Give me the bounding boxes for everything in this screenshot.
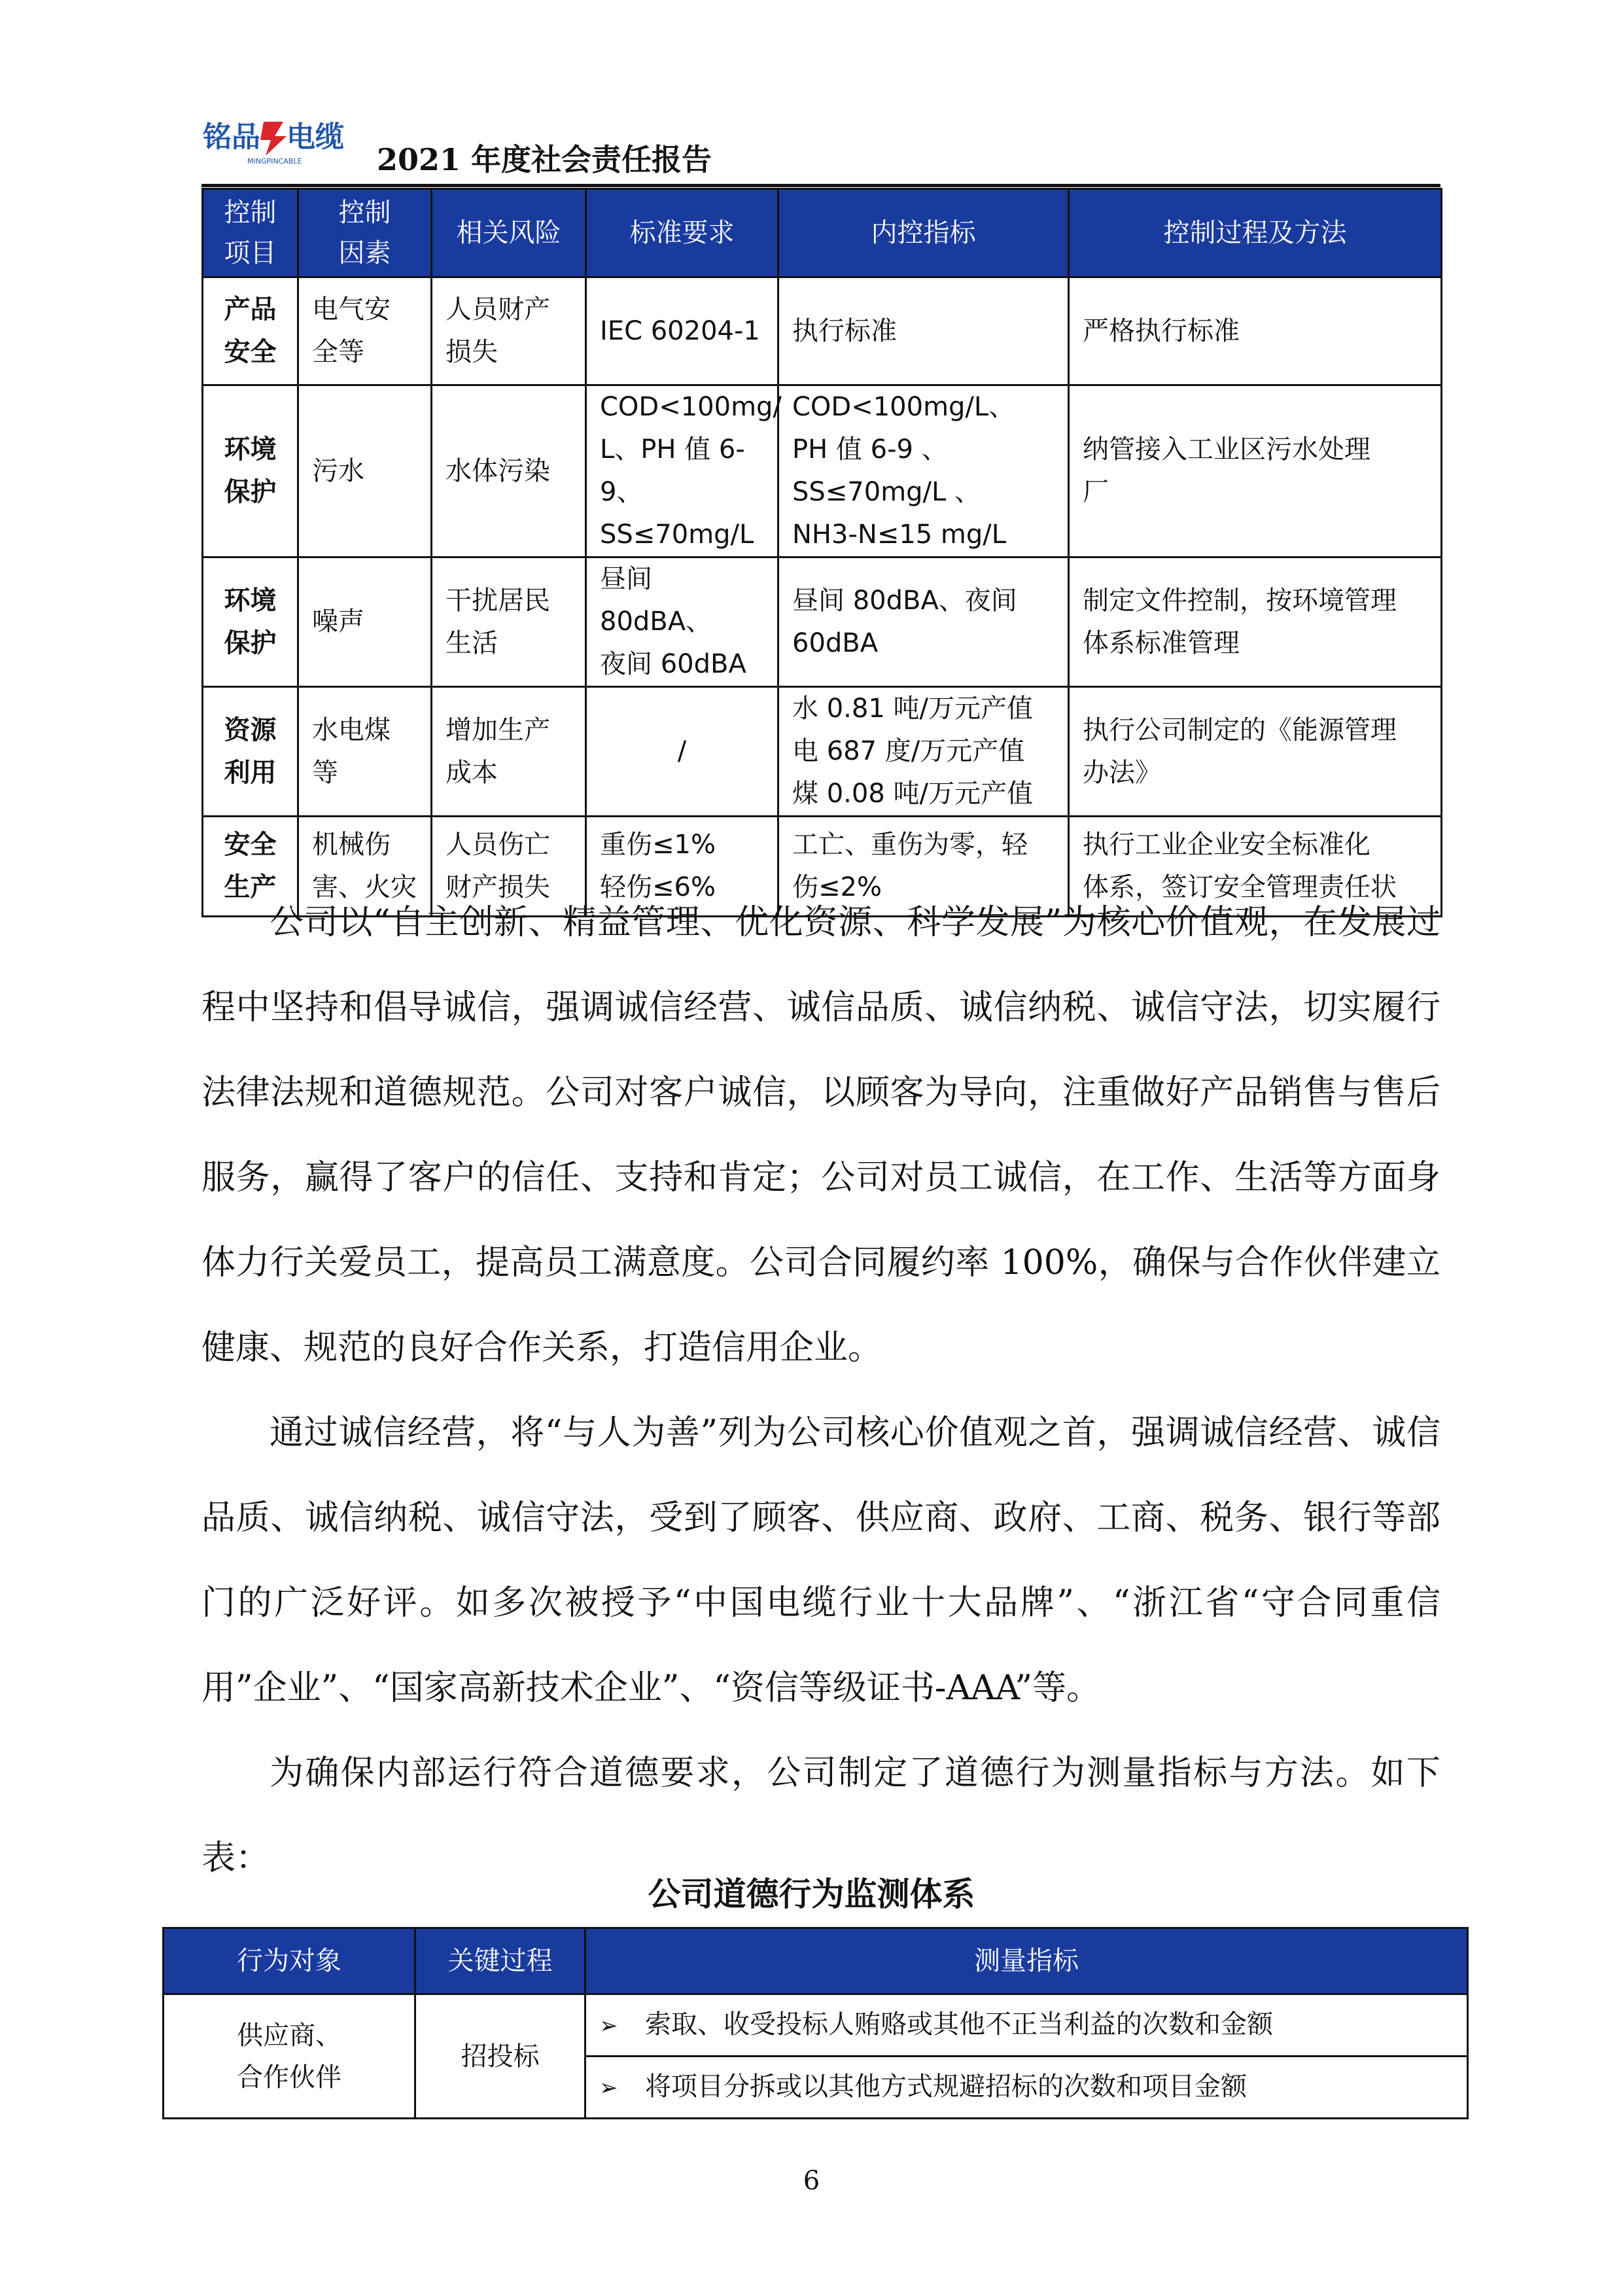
page-number: 6 [803, 2166, 820, 2196]
logo-graphic [201, 115, 365, 169]
table-caption: 公司道德行为监测体系 [648, 1875, 975, 1913]
control-table-header [203, 189, 1442, 277]
arrow-bullet-icon: ➢ [599, 2013, 618, 2039]
svg-text:电缆: 电缆 [287, 120, 344, 154]
related-risk: 增加生产 成本 [432, 687, 586, 817]
related-risk: 干扰居民 生活 [432, 557, 586, 687]
col-header: 行为对象 [164, 1928, 415, 1994]
svg-text:铭品: 铭品 [203, 120, 260, 154]
standard-requirement: 重伤≤1% 轻伤≤6% [586, 817, 778, 917]
table-row [164, 1994, 1468, 2057]
internal-indicator: 工亡、重伤为零，轻 伤≤2% [778, 817, 1069, 917]
table-row [203, 277, 1442, 385]
standard-requirement: COD<100mg/ L、PH 值 6-9、 SS≤70mg/L [586, 385, 778, 557]
col-header: 测量指标 [585, 1928, 1468, 1994]
internal-indicator: 水 0.81 吨/万元产值 电 687 度/万元产值 煤 0.08 吨/万元产值 [778, 687, 1069, 817]
header-divider [201, 184, 1440, 187]
internal-indicator: 昼间 80dBA、夜间 60dBA [778, 557, 1069, 687]
control-item: 环境 保护 [203, 385, 298, 557]
svg-text:MINGPINCABLE: MINGPINCABLE [247, 157, 302, 166]
table-row [203, 385, 1442, 557]
measurement-metric: ➢ 索取、收受投标人贿赂或其他不正当利益的次数和金额 [585, 1994, 1468, 2057]
control-method: 严格执行标准 [1069, 277, 1442, 385]
key-process: 招投标 [415, 1994, 585, 2119]
standard-requirement: 昼间 80dBA、 夜间 60dBA [586, 557, 778, 687]
arrow-bullet-icon: ➢ [599, 2075, 618, 2101]
col-header: 关键过程 [415, 1928, 585, 1994]
control-item: 产品 安全 [203, 277, 298, 385]
internal-indicator: 执行标准 [778, 277, 1069, 385]
control-item: 资源 利用 [203, 687, 298, 817]
control-factor: 污水 [298, 385, 432, 557]
control-method: 制定文件控制，按环境管理 体系标准管理 [1069, 557, 1442, 687]
related-risk: 人员财产 损失 [432, 277, 586, 385]
control-item: 环境 保护 [203, 557, 298, 687]
standard-requirement: / [586, 687, 778, 817]
control-table [201, 188, 1442, 917]
control-method: 执行公司制定的《能源管理 办法》 [1069, 687, 1442, 817]
control-method: 执行工业企业安全标准化 体系，签订安全管理责任状 [1069, 817, 1442, 917]
col-header: 相关风险 [432, 189, 586, 277]
ethics-table-header [164, 1928, 1468, 1994]
col-header: 内控指标 [778, 189, 1069, 277]
company-logo [201, 115, 365, 169]
control-factor: 电气安 全等 [298, 277, 432, 385]
internal-indicator: COD<100mg/L、 PH 值 6-9 、 SS≤70mg/L 、 NH3-N≤15 mg/L [778, 385, 1069, 557]
col-header: 标准要求 [586, 189, 778, 277]
measurement-metric: ➢ 将项目分拆或以其他方式规避招标的次数和项目金额 [585, 2057, 1468, 2119]
control-item: 安全 生产 [203, 817, 298, 917]
standard-requirement: IEC 60204-1 [586, 277, 778, 385]
col-header: 控制过程及方法 [1069, 189, 1442, 277]
col-header: 控制 项目 [203, 189, 298, 277]
control-factor: 机械伤 害、火灾 [298, 817, 432, 917]
table-row [203, 687, 1442, 817]
table-row [203, 557, 1442, 687]
control-factor: 噪声 [298, 557, 432, 687]
related-risk: 水体污染 [432, 385, 586, 557]
related-risk: 人员伤亡 财产损失 [432, 817, 586, 917]
control-method: 纳管接入工业区污水处理 厂 [1069, 385, 1442, 557]
behavior-object: 供应商、 合作伙伴 [164, 1994, 415, 2119]
control-factor: 水电煤 等 [298, 687, 432, 817]
body-paragraph: 通过诚信经营，将“与人为善”列为公司核心价值观之首，强调诚信经营、诚信品质、诚信纳税、诚信守法，受到了顾客、供应商、政府、工商、税务、银行等部门的广泛好评。如多次被授予“中国电缆行业十大品牌”、“浙江省“守合同重信用”企业”、“国家高新技术企业”、“资信等级证书-AAA”等。 [201, 1413, 1440, 1708]
body-paragraph: 公司以“自主创新、精益管理、优化资源、科学发展”为核心价值观，在发展过程中坚持和倡导诚信，强调诚信经营、诚信品质、诚信纳税、诚信守法，切实履行法律法规和道德规范。公司对客户诚信，以顾客为导向，注重做好产品销售与售后服务，赢得了客户的信任、支持和肯定；公司对员工诚信，在工作、生活等方面身体力行关爱员工，提高员工满意度。公司合同履约率 100%，确保与合作伙伴建立健康、规范的良好合作关系，打造信用企业。 [201, 903, 1440, 1368]
ethics-monitoring-table [162, 1927, 1469, 2119]
report-title: 2021 年度社会责任报告 [377, 142, 712, 177]
col-header: 控制 因素 [298, 189, 432, 277]
body-paragraph: 为确保内部运行符合道德要求，公司制定了道德行为测量指标与方法。如下表： [201, 1754, 1440, 1878]
